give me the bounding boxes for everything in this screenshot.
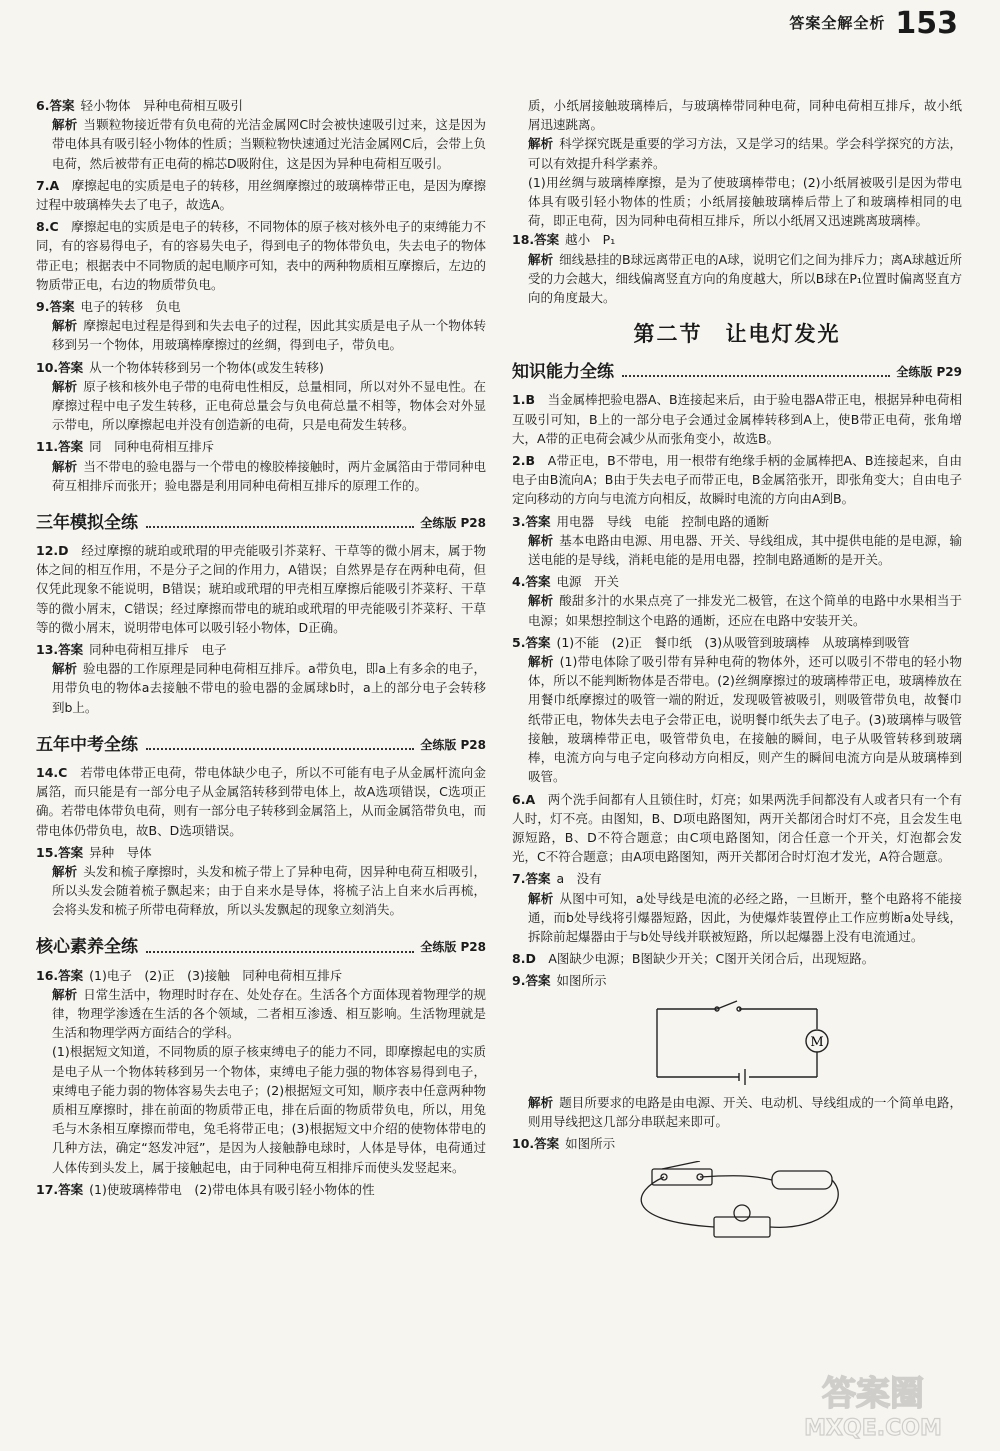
watermark-line2: MXQE.COM (804, 1416, 942, 1441)
answer-text: 电源 开关 (556, 574, 619, 590)
answer-label: 答案 (525, 574, 551, 590)
explain-text: 科学探究既是重要的学习方法，又是学习的结果。学会科学探究的方法，可以有效提升科学素养。 (528, 136, 962, 171)
explain-label: 解析 (528, 593, 554, 609)
switch-blade (662, 1161, 700, 1169)
explain-text: (1)带电体除了吸引带有异种电荷的物体外，还可以吸引不带电的轻小物体，所以不能判断物体是否带电。(2)丝绸摩擦过的玻璃棒带正电，玻璃棒放在用餐巾纸摩擦过的吸管一端的附近，发现吸管被吸引，则吸管带负电，故餐巾纸带正电，物体失去电子会带正电，说明餐巾纸失去了电子。(3)玻璃棒与吸管接触，玻璃棒带正电，吸管带负电，在接触的瞬间，电子从吸管转移到玻璃棒，电流方向与电子定向移动方向相反，则产生的瞬间电流方向是从玻璃棒到吸管。 (528, 654, 962, 785)
question-9 (36, 297, 486, 355)
question-10 (36, 358, 486, 435)
section-name: 核心素养全练 (36, 937, 138, 958)
question-number: 10. (512, 1135, 535, 1151)
question-12 (36, 541, 486, 637)
question-number: 8.D (512, 951, 536, 967)
header-title: 答案全解全析 (789, 14, 886, 33)
question-6 (36, 96, 486, 173)
bulb (734, 1205, 750, 1221)
answer-label: 答案 (58, 439, 84, 455)
explain-label: 解析 (52, 378, 78, 394)
section-name: 五年中考全练 (36, 734, 138, 755)
page-number: 153 (895, 6, 958, 42)
question-s6 (512, 790, 962, 867)
answer-text: (1)使玻璃棒带电 (2)带电体具有吸引轻小物体的性 (89, 1181, 375, 1197)
answer-text: 同 同种电荷相互排斥 (89, 439, 215, 455)
explain-label: 解析 (52, 318, 78, 334)
explain-text: 基本电路由电源、用电器、开关、导线组成，其中提供电能的是电源，输送电能的是导线，消耗电能的是用电器，控制电路通断的是开关。 (528, 532, 962, 568)
explain-label: 解析 (528, 1094, 554, 1110)
explain-text: 酸甜多汁的水果点亮了一排发光二极管，在这个简单的电路中水果相当于电源；如果想控制这个电路的通断，还应在电路中安装开关。 (528, 593, 962, 628)
question-11 (36, 437, 486, 495)
answer-text: a 没有 (556, 871, 602, 887)
explain-text: 当颗粒物接近带有负电荷的光洁金属网C时会被快速吸引过来，这是因为带电体具有吸引轻小物体的性质；当颗粒物快速通过光洁金属网C后，会带上负电荷，然后被带有正电荷的棉芯D吸附住，这是因为异种电荷相互吸引。 (52, 117, 486, 171)
explain-text: 原子核和核外电子带的电荷电性相反，总量相同，所以对外不显电性。在摩擦过程中电子发生转移，正电荷总量会与负电荷总量不相等，物体会对外显示带电，所以摩擦起电并没有创造新的电荷，只是电荷发生转移。 (52, 378, 486, 433)
explain-text: 验电器的工作原理是同种电荷相互排斥。a带负电，即a上有多余的电子，用带负电的物体a去接触不带电的验电器的金属球b时，a上的部分电子会转移到b上。 (52, 661, 486, 715)
question-number: 17. (36, 1181, 59, 1197)
answer-text: 越小 P₁ (565, 232, 616, 248)
question-text: 若带电体带正电荷，带电体缺少电子，所以不可能有电子从金属杆流向金属箔，而只能是有一部分电子从金属箔转移到带电体上，故A选项错误，C选项正确。若带电体带负电荷，则有一部分电子转移到金属箔上，从而金属箔带负电，而带电体仍带负电，故B、D选项错误。 (36, 764, 487, 838)
question-s10 (512, 1134, 962, 1243)
question-s8 (512, 949, 962, 968)
explain-label: 解析 (52, 458, 78, 474)
explain-text: 头发和梳子摩擦时，头发和梳子带上了异种电荷，因异种电荷互相吸引，所以头发会随着梳子飘起来；由于自来水是导体，将梳子沾上自来水后再梳，会将头发和梳子所带电荷释放，所以头发飘起的现象立刻消失。 (52, 863, 486, 918)
explain-label: 解析 (528, 532, 554, 548)
answer-label: 答案 (49, 299, 75, 315)
question-s2 (512, 451, 962, 509)
question-number: 9. (512, 973, 526, 989)
question-number: 10. (36, 359, 59, 375)
question-number: 2.B (512, 453, 535, 469)
question-15 (36, 843, 486, 920)
battery-cell (772, 1171, 832, 1189)
question-text: A图缺少电源；B图缺少开关；C图开关闭合后，出现短路。 (548, 951, 875, 967)
question-number: 5. (512, 634, 526, 650)
explain-paragraph: (1)根据短文知道，不同物质的原子核束缚电子的能力不同，即摩擦起电的实质是电子从一个物体转移到另一个物体，束缚电子能力强的物体容易得到电子，束缚电子能力弱的物体容易失去电子；(2)根据短文可知，顺序表中任意两种物质相互摩擦时，排在前面的物质带正电，排在后面的物质带负电，所以，用兔毛与木条相互摩擦而带电，兔毛将带正电；(3)根据短文中介绍的使物体带电的几种方法，确定“怒发冲冠”，是因为人接触静电球时，人体是导体，电荷通过人体传到头发上，属于接触起电，由于同种电荷互相排斥而使头发竖起来。 (52, 1044, 486, 1175)
answer-text: 从一个物体转移到另一个物体(或发生转移) (89, 359, 324, 375)
left-column (36, 96, 486, 1202)
answer-label: 答案 (534, 1135, 560, 1151)
answer-label: 答案 (58, 967, 84, 983)
question-number: 15. (36, 844, 59, 860)
question-text: 摩擦起电的实质是电子的转移，不同物体的原子核对核外电子的束缚能力不同，有的容易得电子，有的容易失电子，得到电子的物体带负电，失去电子的物体带正电；根据表中不同物质的起电顺序可知，表中的两种物质相互摩擦后，左边的物质带正电，右边的物质带负电。 (36, 219, 487, 292)
section-header-five-year (36, 729, 486, 755)
section-ref: 全练版 P28 (420, 940, 486, 955)
section-ref: 全练版 P29 (896, 365, 962, 380)
question-number: 6. (36, 98, 50, 113)
bulb-holder (714, 1217, 770, 1237)
answer-label: 答案 (58, 844, 84, 860)
question-s9 (512, 971, 962, 1131)
explain-text: 摩擦起电过程是得到和失去电子的过程，因此其实质是电子从一个物体转移到另一个物体，用玻璃棒摩擦过的丝绸，得到电子，带负电。 (52, 318, 486, 353)
explain-label: 解析 (52, 117, 78, 133)
section-ref: 全练版 P28 (420, 737, 486, 752)
answer-text: 如图所示 (565, 1135, 616, 1151)
question-8 (36, 217, 486, 294)
section-ref: 全练版 P28 (420, 515, 486, 530)
answer-label: 答案 (58, 1181, 84, 1197)
explain-label: 解析 (528, 890, 554, 906)
answer-label: 答案 (49, 98, 75, 113)
right-column (512, 96, 962, 1249)
question-17 (36, 1180, 486, 1199)
question-s3 (512, 512, 962, 570)
explain-label: 解析 (52, 863, 78, 879)
explain-text: 日常生活中，物理时时存在、处处存在。生活各个方面体现着物理学的规律，物理学渗透在生活的各个领域，二者相互渗透、相互影响。生活物理就是生活和物理学两方面结合的学科。 (52, 986, 486, 1041)
answer-text: 如图所示 (556, 973, 607, 989)
question-17-explain (512, 134, 962, 172)
section-name: 知识能力全练 (512, 362, 614, 383)
section-name: 三年模拟全练 (36, 512, 138, 533)
question-number: 13. (36, 642, 59, 658)
question-number: 11. (36, 439, 59, 455)
answer-text: (1)不能 (2)正 餐巾纸 (3)从吸管到玻璃棒 从玻璃棒到吸管 (556, 634, 910, 650)
answer-label: 答案 (525, 871, 551, 887)
answer-text: 轻小物体 异种电荷相互吸引 (80, 98, 243, 113)
question-text: 两个洗手间都有人且锁住时，灯亮；如果两洗手间都没有人或者只有一个有人时，灯不亮。由图知，B、D项电路图知，两开关都闭合时灯不亮，且会发生电源短路，B、D不符合题意；由C项电路图知，闭合任意一个开关，灯泡都会发光，C不符合题意；由A项电路图知，两开关都闭合时灯泡才发光，A符合题意。 (512, 791, 962, 865)
answer-text: 异种 导体 (89, 844, 152, 860)
answer-text: 用电器 导线 电能 控制电路的通断 (556, 513, 769, 529)
question-s4 (512, 572, 962, 630)
answer-label: 答案 (525, 973, 551, 989)
question-number: 7. (512, 871, 526, 887)
question-number: 6.A (512, 791, 536, 807)
answer-text: (1)电子 (2)正 (3)接触 同种电荷相互排斥 (89, 967, 343, 983)
question-number: 12.D (36, 543, 69, 559)
explain-paragraph: (1)用丝绸与玻璃棒摩擦，是为了使玻璃棒带电；(2)小纸屑被吸引是因为带电体具有吸引轻小物体的性质；小纸屑接触玻璃棒后带上了和玻璃棒相同的电荷，即正电荷，因为同种电荷相互排斥，所以小纸屑又迅速跳离玻璃棒。 (528, 174, 962, 229)
question-s1 (512, 390, 962, 448)
watermark-logo (758, 1369, 988, 1441)
watermark-line1: 答案圈 (822, 1374, 924, 1414)
explain-label: 解析 (52, 661, 78, 677)
question-16 (36, 966, 486, 1177)
answer-label: 答案 (525, 634, 551, 650)
section-header-knowledge (512, 356, 962, 382)
question-text: 当金属棒把验电器A、B连接起来后，由于验电器A带正电，根据异种电荷相互吸引可知，B上的一部分电子会通过金属棒转移到A上，使B带正电荷，张角增大，A带的正电荷会减少从而张角变小，故选B。 (512, 392, 962, 446)
question-7 (36, 176, 486, 214)
explain-label: 解析 (52, 986, 78, 1002)
question-17-continued: 质，小纸屑接触玻璃棒后，与玻璃棒带同种电荷，同种电荷相互排斥，故小纸屑迅速跳离。 (528, 98, 962, 133)
explain-text: 题目所要求的电路是由电源、开关、电动机、导线组成的一个简单电路，则用导线把这几部分串联起来即可。 (528, 1094, 962, 1129)
question-number: 8.C (36, 219, 59, 235)
explain-text: 细线悬挂的B球远离带正电的A球，说明它们之间为排斥力；离A球越近所受的力会越大，细线偏离竖直方向的角度越大，所以B球在P₁位置时偏离竖直方向的角度最大。 (528, 251, 962, 306)
question-18 (512, 230, 962, 307)
question-number: 3. (512, 513, 526, 529)
question-text: A带正电，B不带电，用一根带有绝缘手柄的金属棒把A、B连接起来，自由电子由B流向A；B由于失去电子而带正电，B金属箔张开，即张角变大；自由电子定向移动的方向与电流方向相反，故瞬时电流的方向由A到B。 (512, 453, 962, 507)
physical-circuit-drawing (622, 1161, 852, 1243)
question-number: 4. (512, 574, 526, 590)
question-13 (36, 640, 486, 717)
explain-label: 解析 (528, 136, 554, 152)
question-text: 摩擦起电的实质是电子的转移，用丝绸摩擦过的玻璃棒带正电，是因为摩擦过程中玻璃棒失去了电子，故选A。 (36, 177, 486, 213)
section-header-core (36, 932, 486, 958)
question-number: 1.B (512, 392, 535, 408)
answer-label: 答案 (58, 642, 84, 658)
explain-label: 解析 (528, 251, 554, 267)
answer-label: 答案 (525, 513, 551, 529)
answer-text: 电子的转移 负电 (80, 299, 181, 315)
question-text: 经过摩擦的琥珀或玳瑁的甲壳能吸引芥菜籽、干草等的微小屑末，属于物体之间的相互作用，不是分子之间的作用力，A错误；自然界是存在两种电荷，但仅凭此现象不能说明，B错误；琥珀或玳瑁的甲壳相互摩擦后能吸引芥菜籽、干草等的微小屑末，C错误；经过摩擦而带电的琥珀或玳瑁的甲壳能吸引芥菜籽、干草等的微小屑末，说明带电体可以吸引轻小物体，D正确。 (36, 543, 486, 635)
page-header (789, 4, 958, 44)
question-number: 18. (512, 232, 535, 248)
explain-label: 解析 (528, 654, 554, 670)
answer-label: 答案 (58, 359, 84, 375)
section-header-three-year (36, 507, 486, 533)
question-number: 14.C (36, 764, 68, 780)
question-number: 9. (36, 299, 50, 315)
explain-text: 从图中可知，a处导线是电流的必经之路，一旦断开，整个电路将不能接通，而b处导线将引爆器短路，因此，为使爆炸装置停止工作应剪断a处导线，拆除前起爆器由于与b处导线并联被短路，所以起爆器上没有电流通过。 (528, 890, 962, 944)
explain-text: 当不带电的验电器与一个带电的橡胶棒接触时，两片金属箔由于带同种电荷互相排斥而张开；验电器是利用同种电荷相互排斥的原理工作的。 (52, 458, 486, 493)
section-title: 第二节 让电灯发光 (633, 322, 841, 347)
motor-label: M (810, 1034, 824, 1050)
question-14 (36, 763, 486, 840)
answer-text: 同种电荷相互排斥 电子 (89, 642, 227, 658)
question-number: 16. (36, 967, 59, 983)
answer-label: 答案 (534, 232, 560, 248)
question-number: 7.A (36, 177, 60, 193)
question-s7 (512, 869, 962, 946)
question-s5 (512, 633, 962, 787)
circuit-diagram-motor (637, 999, 837, 1087)
